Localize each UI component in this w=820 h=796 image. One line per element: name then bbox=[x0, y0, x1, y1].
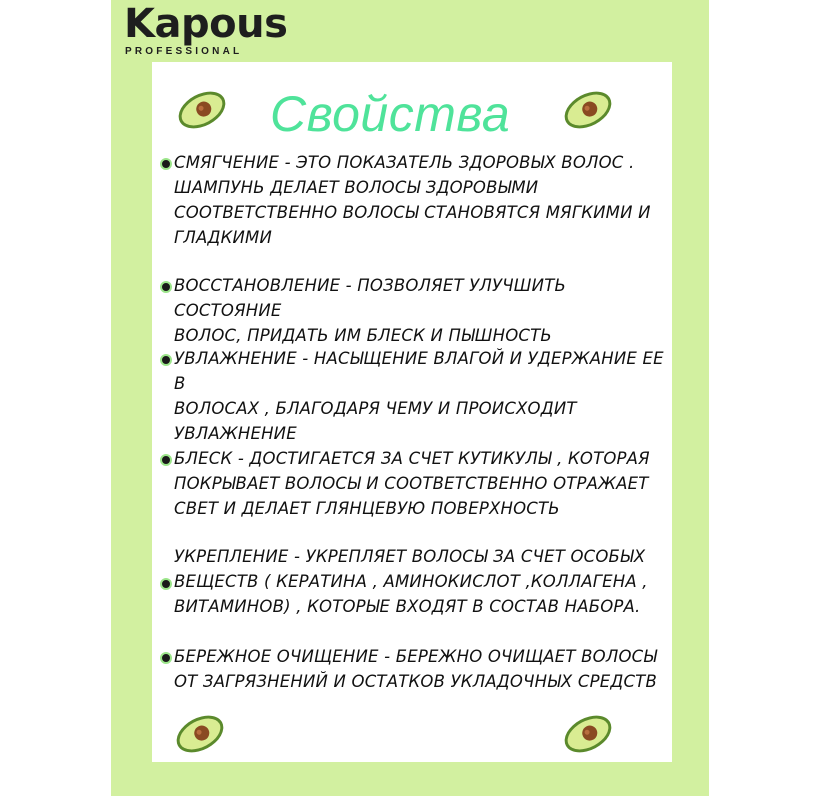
avocado-icon bbox=[172, 712, 228, 756]
list-item-text: ВОССТАНОВЛЕНИЕ - ПОЗВОЛЯЕТ УЛУЧШИТЬ СОСТОЯНИЕ ВОЛОС, ПРИДАТЬ ИМ БЛЕСК И ПЫШНОСТЬ bbox=[174, 276, 566, 345]
bullet-icon bbox=[160, 281, 172, 293]
list-item-text: БЕРЕЖНОЕ ОЧИЩЕНИЕ - БЕРЕЖНО ОЧИЩАЕТ ВОЛОСЫ ОТ ЗАГРЯЗНЕНИЙ И ОСТАТКОВ УКЛАДОЧНЫХ СРЕДСТВ bbox=[174, 647, 658, 691]
list-item-text: УКРЕПЛЕНИЕ - УКРЕПЛЯЕТ ВОЛОСЫ ЗА СЧЕТ ОСОБЫХ ВЕЩЕСТВ ( КЕРАТИНА , АМИНОКИСЛОТ ,КОЛЛАГЕНА , ВИТАМИНОВ) , КОТОРЫЕ ВХОДЯТ В СОСТАВ НАБОРА. bbox=[174, 547, 648, 616]
page-title: Свойства bbox=[270, 86, 511, 142]
bullet-icon bbox=[160, 158, 172, 170]
list-item bbox=[158, 644, 678, 694]
bullet-icon bbox=[160, 354, 172, 366]
list-item bbox=[158, 544, 678, 619]
brand-subtitle: PROFESSIONAL bbox=[125, 46, 243, 57]
list-item-text: БЛЕСК - ДОСТИГАЕТСЯ ЗА СЧЕТ КУТИКУЛЫ , КОТОРАЯ ПОКРЫВАЕТ ВОЛОСЫ И СООТВЕТСТВЕННО ОТРАЖАЕТ СВЕТ И ДЕЛАЕТ ГЛЯНЦЕВУЮ ПОВЕРХНОСТЬ bbox=[174, 449, 650, 518]
avocado-icon bbox=[174, 88, 230, 132]
brand-logo: Kapous bbox=[124, 1, 288, 47]
list-item bbox=[158, 346, 678, 446]
list-item bbox=[158, 273, 678, 348]
list-item bbox=[158, 150, 678, 250]
list-item-text: СМЯГЧЕНИЕ - ЭТО ПОКАЗАТЕЛЬ ЗДОРОВЫХ ВОЛОС . ШАМПУНЬ ДЕЛАЕТ ВОЛОСЫ ЗДОРОВЫМИ СООТВЕТСТВЕННО ВОЛОСЫ СТАНОВЯТСЯ МЯГКИМИ И ГЛАДКИМИ bbox=[174, 153, 651, 247]
bullet-icon bbox=[160, 652, 172, 664]
bullet-icon bbox=[160, 454, 172, 466]
bullet-icon bbox=[160, 578, 172, 590]
list-item-text: УВЛАЖНЕНИЕ - НАСЫЩЕНИЕ ВЛАГОЙ И УДЕРЖАНИЕ ЕЕ В ВОЛОСАХ , БЛАГОДАРЯ ЧЕМУ И ПРОИСХОДИТ УВЛАЖНЕНИЕ bbox=[174, 349, 664, 443]
avocado-icon bbox=[560, 712, 616, 756]
avocado-icon bbox=[560, 88, 616, 132]
list-item bbox=[158, 446, 678, 521]
